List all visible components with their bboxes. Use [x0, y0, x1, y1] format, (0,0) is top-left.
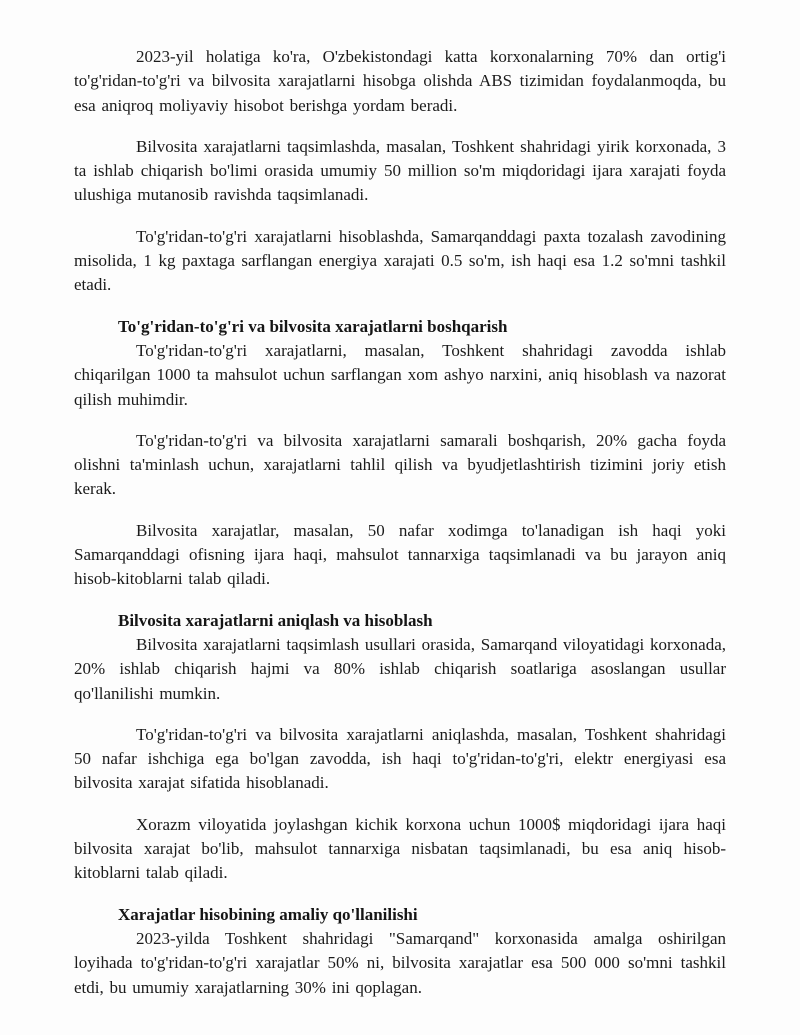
heading-practical-application-cost-accounting: Xarajatlar hisobining amaliy qo'llanilishi: [118, 904, 418, 924]
heading-identifying-calculating-indirect-costs: Bilvosita xarajatlarni aniqlash va hisoblash: [118, 610, 433, 630]
para-xorazm-small-enterprise-rent: Xorazm viloyatida joylashgan kichik korxona uchun 1000$ miqdoridagi ijara haqi bilvosita xarajat bo'lib, mahsulot tannarxiga nisbatan taqsimlanadi, bu esa aniq hisob-kitoblarni talab qiladi.: [74, 814, 726, 883]
para-identifying-costs-tashkent-factory: To'g'ridan-to'g'ri va bilvosita xarajatlarni aniqlashda, masalan, Toshkent shahridagi 50 nafar ishchiga ega bo'lgan zavodda, ish haqi to'g'ridan-to'g'ri, elektr energiyasi esa bilvosita xarajat sifatida hisoblanadi.: [74, 724, 726, 793]
para-allocation-methods-samarqand-region: Bilvosita xarajatlarni taqsimlash usullari orasida, Samarqand viloyatidagi korxonada, 20% ishlab chiqarish hajmi va 80% ishlab chiqarish soatlariga asoslangan usullar qo'llanilishi mumkin.: [74, 634, 726, 703]
para-indirect-cost-allocation-tashkent: Bilvosita xarajatlarni taqsimlashda, masalan, Toshkent shahridagi yirik korxonada, 3 ta ishlab chiqarish bo'limi orasida umumiy 50 million so'm miqdoridagi ijara xarajati foyda ulushiga mutanosib ravishda taqsimlanadi.: [74, 136, 726, 205]
para-indirect-costs-salary-rent: Bilvosita xarajatlar, masalan, 50 nafar xodimga to'lanadigan ish haqi yoki Samarqanddagi ofisning ijara haqi, mahsulot tannarxiga taqsimlanadi va bu jarayon aniq hisob-kitoblarni talab qiladi.: [74, 520, 726, 589]
para-effective-cost-management: To'g'ridan-to'g'ri va bilvosita xarajatlarni samarali boshqarish, 20% gacha foyda olishni ta'minlash uchun, xarajatlarni tahlil qilish va byudjetlashtirish tizimini joriy etish kerak.: [74, 430, 726, 499]
para-abs-usage-2023: 2023-yil holatiga ko'ra, O'zbekistondagi katta korxonalarning 70% dan ortig'i to'g'ridan-to'g'ri va bilvosita xarajatlarni hisobga olishda ABS tizimidan foydalanmoqda, bu esa aniqroq moliyaviy hisobot berishga yordam beradi.: [74, 47, 726, 115]
heading-managing-direct-indirect-costs: To'g'ridan-to'g'ri va bilvosita xarajatlarni boshqarish: [118, 316, 508, 336]
para-direct-costs-raw-material: To'g'ridan-to'g'ri xarajatlarni, masalan, Toshkent shahridagi zavodda ishlab chiqarilgan 1000 ta mahsulot uchun sarflangan xom ashyo narxini, aniq hisoblash va nazorat qilish muhimdir.: [74, 340, 726, 409]
para-2023-samarqand-project-results: 2023-yilda Toshkent shahridagi "Samarqand" korxonasida amalga oshirilgan loyihada to'g'ridan-to'g'ri xarajatlar 50% ni, bilvosita xarajatlar esa 500 000 so'mni tashkil etdi, bu umumiy xarajatlarning 30% ini qoplagan.: [74, 928, 726, 997]
para-direct-cost-samarqand-cotton: To'g'ridan-to'g'ri xarajatlarni hisoblashda, Samarqanddagi paxta tozalash zavodining misolida, 1 kg paxtaga sarflangan energiya xarajati 0.5 so'm, ish haqi esa 1.2 so'mni tashkil etadi.: [74, 226, 726, 295]
